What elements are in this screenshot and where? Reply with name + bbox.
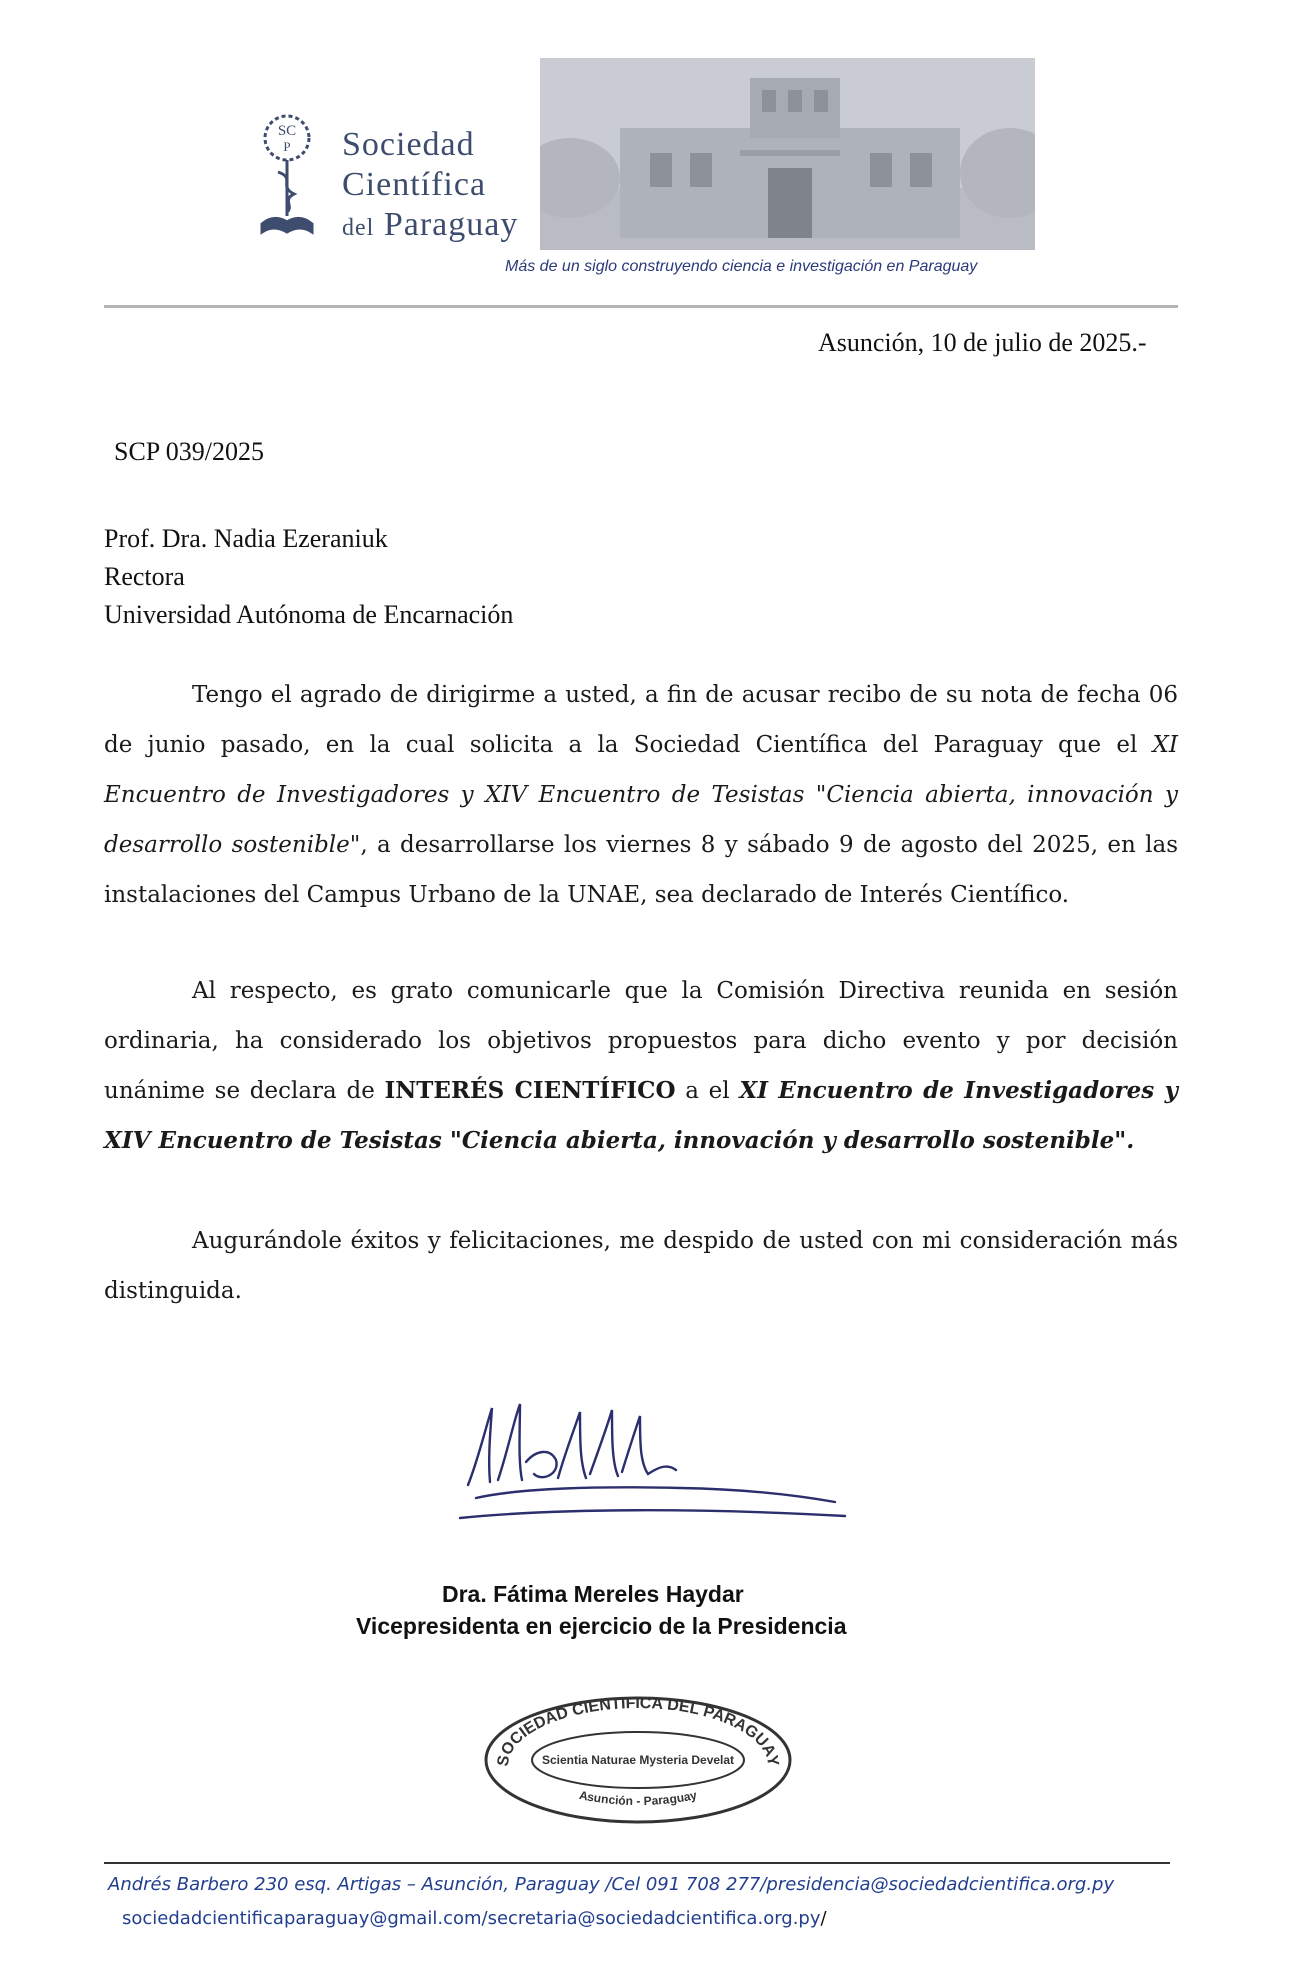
signer-name: Dra. Fátima Mereles Haydar bbox=[442, 1581, 744, 1607]
org-name-line3 bbox=[342, 208, 518, 242]
para1-event-title: XI Encuentro de Investigadores y XIV Encuentro de Tesistas "Ciencia abierta, innovación y desarrollo sostenible" bbox=[104, 732, 1178, 858]
para2-text-a: Al respecto, es grato comunicarle que la Comisión Directiva reunida en sesión ordinaria, ha considerado los objetivos propuestos para dicho evento y por decisión unánime se declara de bbox=[104, 978, 1178, 1104]
org-name-line3-main: Paraguay bbox=[383, 206, 519, 243]
tagline: Más de un siglo construyendo ciencia e investigación en Paraguay bbox=[505, 258, 978, 275]
stamp-top-text: SOCIEDAD CIENTIFICA DEL PARAGUAY bbox=[494, 1694, 782, 1768]
para1-text-a: Tengo el agrado de dirigirme a usted, a fin de acusar recibo de su nota de fecha 06 de junio pasado, en la cual solicita a la Sociedad Científica del Paraguay que el bbox=[104, 682, 1178, 758]
para2-text-b: a el bbox=[675, 1078, 740, 1104]
recipient-block bbox=[104, 520, 513, 634]
para1-text-b: , a desarrollarse los viernes 8 y sábado 9 de agosto del 2025, en las instalaciones del Campus Urbano de la UNAE, sea declarado de Interés Científico. bbox=[104, 832, 1178, 908]
body-paragraph-3: Augurándole éxitos y felicitaciones, me despido de usted con mi consideración más distinguida. bbox=[104, 1228, 1178, 1304]
recipient-role: Rectora bbox=[104, 562, 185, 591]
signer-title: Vicepresidenta en ejercicio de la Presidencia bbox=[356, 1613, 847, 1639]
official-stamp bbox=[478, 1688, 798, 1828]
svg-text:Asunción - Paraguay bbox=[578, 1788, 698, 1808]
stamp-motto: Scientia Naturae Mysteria Develat bbox=[541, 1753, 735, 1767]
declaration-bold: INTERÉS CIENTÍFICO bbox=[384, 1077, 676, 1104]
signer-block bbox=[340, 1578, 952, 1642]
organization-name bbox=[342, 128, 518, 242]
header-divider bbox=[104, 305, 1178, 308]
para2-event-title: XI Encuentro de Investigadores y XIV Encuentro de Tesistas "Ciencia abierta, innovación y desarrollo sostenible". bbox=[104, 1077, 1178, 1154]
footer-contact bbox=[108, 1868, 1114, 1936]
body-paragraph-2 bbox=[104, 966, 1178, 1166]
org-name-line2: Científica bbox=[342, 166, 487, 203]
letter-date: Asunción, 10 de julio de 2025.- bbox=[818, 328, 1147, 357]
footer-slash: / bbox=[820, 1908, 827, 1929]
svg-text:P: P bbox=[283, 139, 291, 154]
footer-divider bbox=[104, 1862, 1170, 1864]
body-paragraph-1 bbox=[104, 670, 1178, 920]
stamp-bottom-text: Asunción - Paraguay bbox=[577, 1787, 699, 1809]
recipient-name: Prof. Dra. Nadia Ezeraniuk bbox=[104, 524, 388, 553]
society-logo-icon bbox=[258, 108, 316, 240]
reference-number: SCP 039/2025 bbox=[114, 437, 265, 466]
org-name-line1: Sociedad bbox=[342, 126, 475, 163]
recipient-institution: Universidad Autónoma de Encarnación bbox=[104, 600, 514, 629]
building-photo bbox=[540, 58, 1035, 250]
footer-address: Andrés Barbero 230 esq. Artigas – Asunción, Paraguay /Cel 091 708 277/presidencia@sociedadcientifica.org.py bbox=[108, 1874, 1115, 1895]
footer-emails bbox=[108, 1902, 1114, 1936]
footer-email-links[interactable]: sociedadcientificaparaguay@gmail.com/secretaria@sociedadcientifica.org.py bbox=[122, 1908, 821, 1929]
org-name-line3-prefix: del bbox=[342, 215, 375, 241]
handwritten-signature bbox=[440, 1390, 860, 1540]
svg-text:SC: SC bbox=[277, 123, 297, 139]
